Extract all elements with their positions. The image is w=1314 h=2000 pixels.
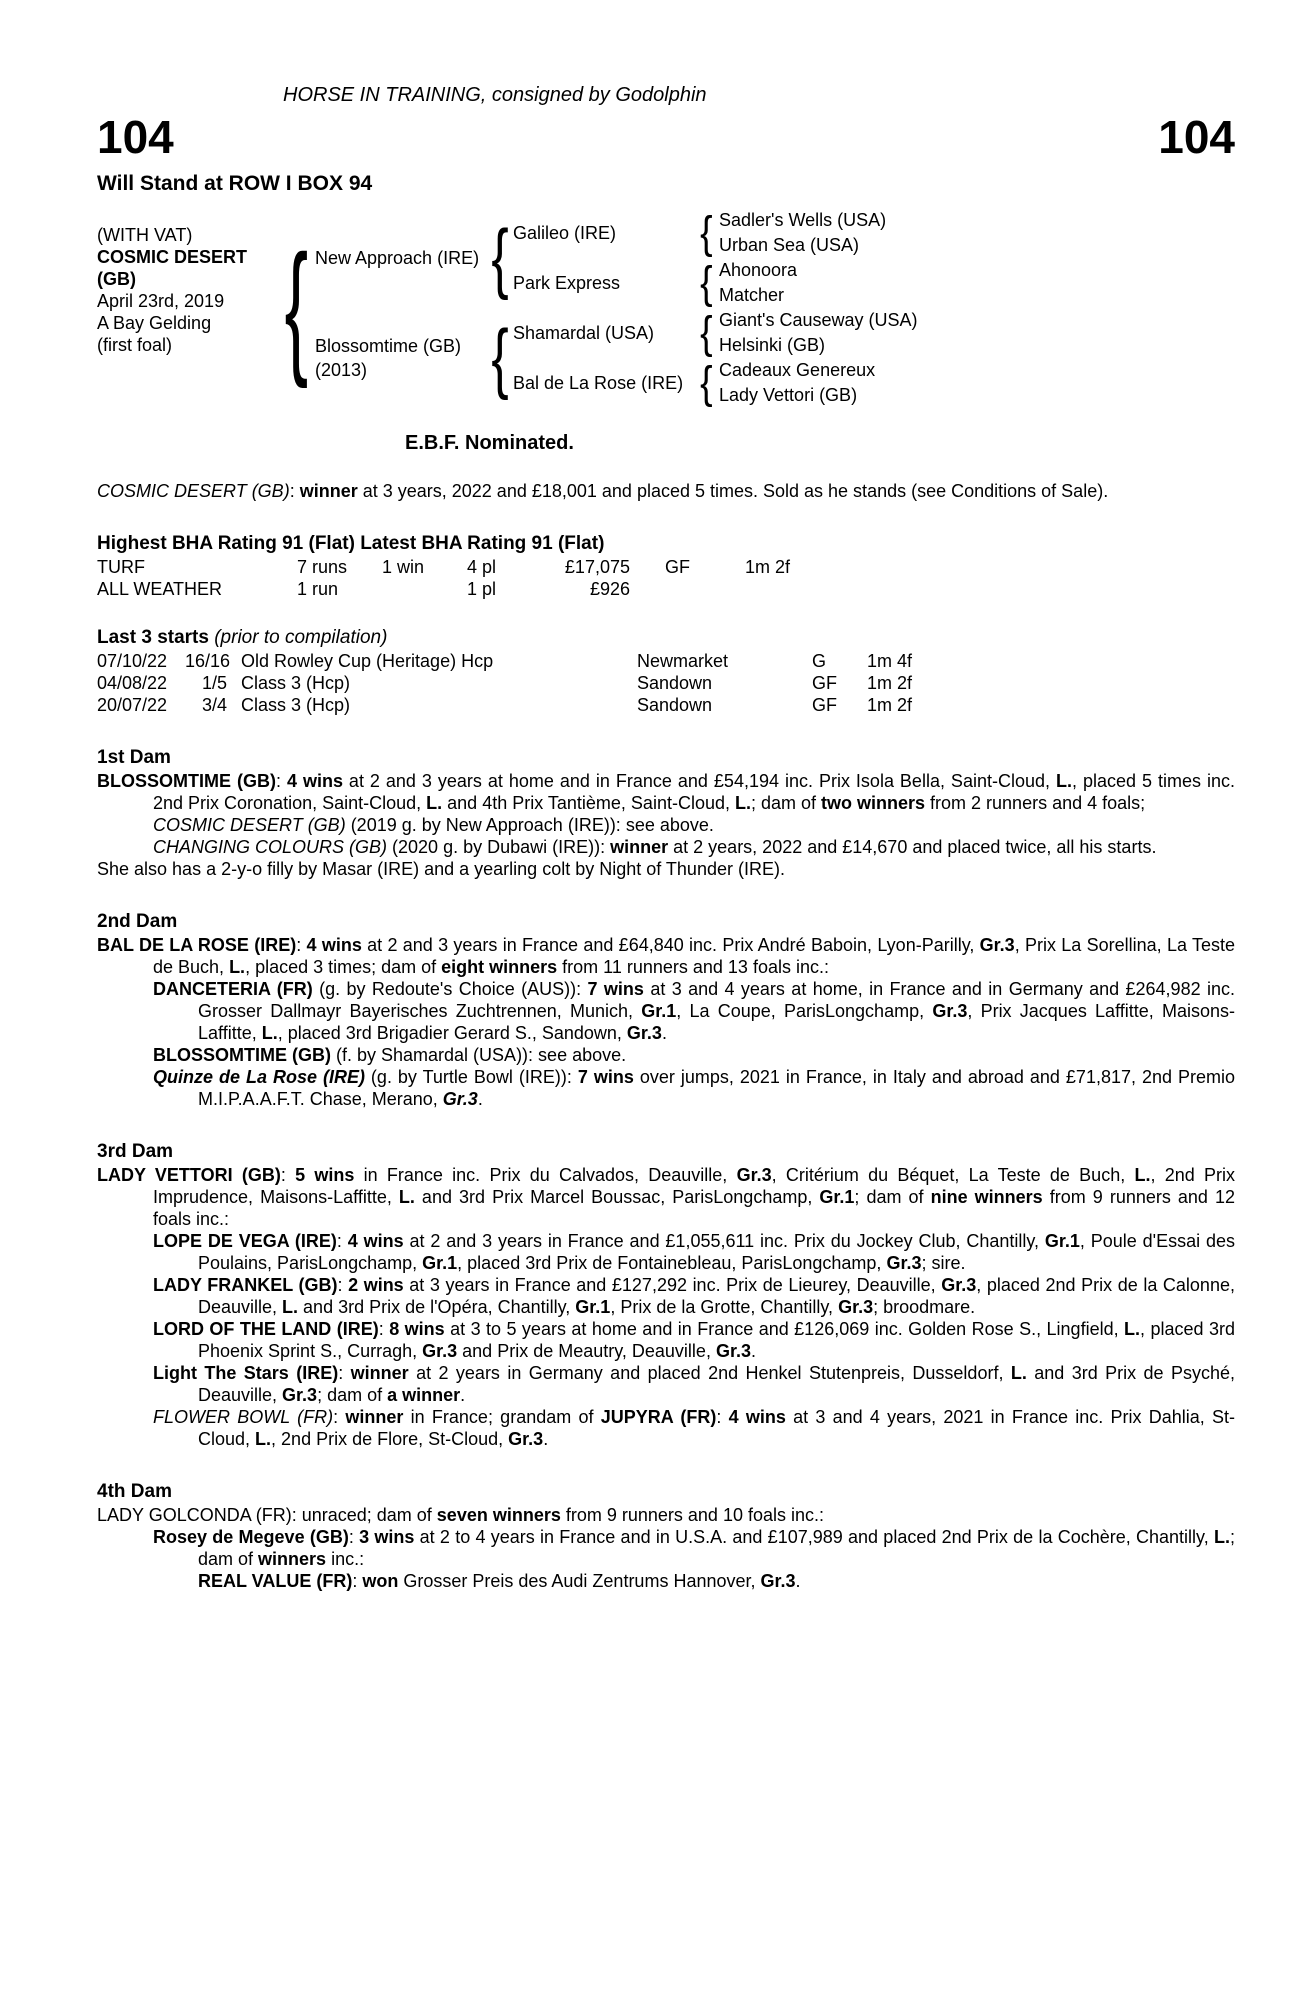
pedigree-sire: New Approach (IRE)	[315, 248, 480, 268]
text-segment: (g. by Redoute's Choice (AUS)):	[312, 979, 588, 999]
text-segment: LADY FRANKEL (GB)	[153, 1275, 338, 1295]
text-segment: , La Coupe, ParisLongchamp,	[676, 1001, 933, 1021]
text-segment: :	[352, 1571, 363, 1591]
start-race: Class 3 (Hcp)	[241, 673, 351, 693]
text-segment: :	[275, 771, 287, 791]
text-segment: seven winners	[436, 1505, 561, 1525]
pedigree-brace-gen2-2: {	[699, 307, 713, 358]
start-distance: 1m 2f	[867, 673, 913, 693]
ratings-places: 4 pl	[467, 557, 497, 577]
start-position: 16/16	[185, 651, 231, 671]
text-segment: winner	[610, 837, 669, 857]
ratings-surface: ALL WEATHER	[97, 579, 223, 599]
ebf-nominated-line: E.B.F. Nominated.	[405, 432, 574, 454]
text-segment: Grosser Preis des Audi Zentrums Hannover,	[398, 1571, 761, 1591]
text-segment: :	[337, 1275, 349, 1295]
text-segment: nine winners	[930, 1187, 1043, 1207]
text-segment: .	[477, 1089, 483, 1109]
text-segment: L.	[398, 1187, 415, 1207]
start-row	[97, 694, 1235, 716]
ratings-going	[665, 578, 745, 600]
start-course: Sandown	[637, 695, 713, 715]
text-segment: ; sire.	[921, 1253, 966, 1273]
pedigree-sire-sire: Galileo (IRE)	[513, 223, 617, 243]
text-segment: Gr.3	[422, 1341, 458, 1361]
text-segment: April 23rd, 2019	[97, 291, 225, 311]
last-starts-title	[97, 626, 1235, 650]
text-segment: BAL DE LA ROSE (IRE)	[97, 935, 297, 955]
text-segment: :	[716, 1407, 729, 1427]
pedigree-ancestor-6: Cadeaux Genereux	[719, 360, 876, 380]
pedigree-ancestor-0: Sadler's Wells (USA)	[719, 210, 887, 230]
text-segment: , placed 5 times inc. 2nd Prix Coronation, Saint-Cloud,	[153, 771, 1235, 813]
text-segment: BLOSSOMTIME (GB)	[97, 771, 276, 791]
dam-heading: 4th Dam	[97, 1481, 172, 1502]
dam-paragraph	[97, 1274, 1235, 1318]
pedigree-dam-sire: Shamardal (USA)	[513, 323, 655, 343]
start-date: 07/10/22	[97, 651, 168, 671]
lot-number-right: 104	[1158, 111, 1235, 163]
text-segment: 4 wins	[306, 935, 362, 955]
text-segment: L.	[734, 793, 751, 813]
text-segment: Gr.3	[282, 1385, 318, 1405]
text-segment: at 2 and 3 years at home and in France and £54,194 inc. Prix Isola Bella, Saint-Cloud,	[342, 771, 1056, 791]
text-segment: inc.:	[326, 1549, 365, 1569]
text-segment: (2020 g. by Dubawi (IRE)):	[387, 837, 611, 857]
text-segment: :	[333, 1407, 346, 1427]
text-segment: ; dam of	[317, 1385, 388, 1405]
text-segment: , 2nd Prix de Flore, St-Cloud,	[271, 1429, 509, 1449]
text-segment: eight winners	[441, 957, 558, 977]
text-segment: Gr.3	[886, 1253, 922, 1273]
ratings-runs: 7 runs	[297, 557, 348, 577]
ratings-earnings: £926	[589, 579, 630, 599]
dam-paragraph	[97, 1066, 1235, 1110]
text-segment: , placed 2nd Prix de la Calonne, Deauville,	[198, 1275, 1235, 1317]
text-segment: 2 wins	[348, 1275, 404, 1295]
text-segment: at 3 years, 2022 and £18,001 and placed 5 times. Sold as he stands (see Conditions of Sale).	[357, 481, 1109, 501]
dam-heading: 1st Dam	[97, 747, 171, 768]
last-starts-section	[97, 626, 1235, 716]
text-segment: , Prix Jacques Laffitte, Maisons-Laffitte,	[198, 1001, 1235, 1043]
pedigree-dam-name: Blossomtime (GB)	[315, 336, 462, 356]
text-segment: at 2 to 4 years in France and in U.S.A. and £107,989 and placed 2nd Prix de la Cochère, Chantilly,	[414, 1527, 1214, 1547]
text-segment: Gr.1	[1044, 1231, 1080, 1251]
text-segment: 7 wins	[587, 979, 644, 999]
text-segment: , Prix de la Grotte, Chantilly,	[610, 1297, 839, 1317]
dam-paragraph	[97, 1362, 1235, 1406]
pedigree-ancestor-5: Helsinki (GB)	[719, 335, 826, 355]
text-segment: Gr.1	[422, 1253, 458, 1273]
stand-location: Will Stand at ROW I BOX 94	[97, 172, 373, 195]
text-segment: Gr.1	[819, 1187, 855, 1207]
pedigree-horse-info	[97, 208, 277, 408]
text-segment: :	[296, 935, 307, 955]
text-segment: (GB)	[97, 269, 136, 289]
start-distance: 1m 4f	[867, 651, 913, 671]
start-race: Old Rowley Cup (Heritage) Hcp	[241, 651, 494, 671]
text-segment: from 9 runners and 12 foals inc.:	[153, 1187, 1235, 1229]
text-segment: L.	[426, 793, 443, 813]
dam-paragraph	[97, 1504, 1235, 1526]
dam-heading: 2nd Dam	[97, 911, 178, 932]
text-segment: .	[543, 1429, 549, 1449]
text-segment: LOPE DE VEGA (IRE)	[153, 1231, 337, 1251]
dam-paragraph	[97, 1164, 1235, 1230]
text-segment: L.	[1213, 1527, 1230, 1547]
text-segment: winner	[350, 1363, 409, 1383]
pedigree-ancestor-2: Ahonoora	[719, 260, 798, 280]
dam-paragraph	[97, 1230, 1235, 1274]
text-segment: 7 wins	[577, 1067, 634, 1087]
text-segment: DANCETERIA (FR)	[153, 979, 313, 999]
text-segment: .	[661, 1023, 667, 1043]
dam-paragraph	[97, 1044, 1235, 1066]
text-segment: (WITH VAT)	[97, 225, 193, 245]
text-segment: (f. by Shamardal (USA)): see above.	[331, 1045, 627, 1065]
text-segment: 4 wins	[728, 1407, 786, 1427]
text-segment: CHANGING COLOURS (GB)	[153, 837, 388, 857]
text-segment: from 2 runners and 4 foals;	[925, 793, 1146, 813]
text-segment: :	[289, 481, 300, 501]
text-segment: :	[378, 1319, 390, 1339]
consignment-header: HORSE IN TRAINING, consigned by Godolphin	[283, 84, 707, 106]
ratings-row-all-weather	[97, 578, 1235, 600]
text-segment: COSMIC DESERT (GB)	[97, 481, 290, 501]
text-segment: (first foal)	[97, 335, 173, 355]
last-starts-title-main: Last 3 starts	[97, 627, 209, 648]
ratings-runs: 1 run	[297, 579, 339, 599]
text-segment: L.	[1055, 771, 1072, 791]
pedigree-ancestor-4: Giant's Causeway (USA)	[719, 310, 918, 330]
text-segment: and 4th Prix Tantième, Saint-Cloud,	[442, 793, 735, 813]
ratings-places: 1 pl	[467, 579, 497, 599]
text-segment: and Prix de Meautry, Deauville,	[457, 1341, 716, 1361]
start-position: 3/4	[201, 695, 227, 715]
dam-section-1	[97, 746, 1235, 880]
text-segment: Gr.3	[979, 935, 1015, 955]
text-segment: Gr.3	[760, 1571, 796, 1591]
dam-paragraph	[97, 978, 1235, 1044]
text-segment: ; broodmare.	[873, 1297, 976, 1317]
text-segment: L.	[282, 1297, 299, 1317]
dam-paragraph	[97, 858, 1235, 880]
start-going: GF	[812, 673, 837, 693]
text-segment: Gr.3	[442, 1089, 478, 1109]
text-segment: two winners	[821, 793, 926, 813]
bha-ratings-section	[97, 532, 1235, 600]
text-segment: , placed 3rd Prix de Fontainebleau, ParisLongchamp,	[457, 1253, 887, 1273]
text-segment: COSMIC DESERT	[97, 247, 248, 267]
text-segment: L.	[1124, 1319, 1141, 1339]
pedigree-ancestor-1: Urban Sea (USA)	[719, 235, 860, 255]
ratings-earnings: £17,075	[564, 557, 630, 577]
horse-description	[97, 480, 1235, 502]
text-segment: winner	[345, 1407, 404, 1427]
text-segment: ; dam of	[750, 793, 822, 813]
pedigree-dam	[315, 308, 487, 408]
pedigree-brace-gen2-0: {	[699, 207, 713, 258]
text-segment: L.	[1134, 1165, 1151, 1185]
text-segment: Quinze de La Rose (IRE)	[153, 1067, 365, 1087]
ratings-row-turf	[97, 556, 1235, 578]
text-segment: from 9 runners and 10 foals inc.:	[560, 1505, 824, 1525]
start-date: 20/07/22	[97, 695, 168, 715]
lot-number-left: 104	[97, 111, 174, 163]
ratings-wins: 1 win	[382, 557, 425, 577]
dam-paragraph	[97, 814, 1235, 836]
start-row	[97, 672, 1235, 694]
text-segment: REAL VALUE (FR)	[198, 1571, 353, 1591]
text-segment: A Bay Gelding	[97, 313, 212, 333]
start-going: G	[812, 651, 827, 671]
text-segment: FLOWER BOWL (FR)	[153, 1407, 334, 1427]
start-going: GF	[812, 695, 837, 715]
text-segment: LADY VETTORI (GB)	[97, 1165, 281, 1185]
text-segment: won	[362, 1571, 399, 1591]
text-segment: Gr.3	[941, 1275, 977, 1295]
text-segment: at 3 years in France and £127,292 inc. Prix de Lieurey, Deauville,	[403, 1275, 942, 1295]
pedigree-ancestor-3: Matcher	[719, 285, 785, 305]
text-segment: Gr.3	[736, 1165, 772, 1185]
text-segment: 4 wins	[347, 1231, 404, 1251]
text-segment: 8 wins	[389, 1319, 445, 1339]
text-segment: at 2 years, 2022 and £14,670 and placed twice, all his starts.	[668, 837, 1157, 857]
text-segment: 5 wins	[295, 1165, 355, 1185]
text-segment: Gr.1	[575, 1297, 611, 1317]
start-date: 04/08/22	[97, 673, 168, 693]
text-segment: at 2 and 3 years in France and £64,840 inc. Prix André Baboin, Lyon-Parilly,	[361, 935, 980, 955]
text-segment: Light The Stars (IRE)	[153, 1363, 339, 1383]
text-segment: at 2 and 3 years in France and £1,055,611 inc. Prix du Jockey Club, Chantilly,	[403, 1231, 1045, 1251]
text-segment: and 3rd Prix de l'Opéra, Chantilly,	[298, 1297, 576, 1317]
text-segment: winner	[299, 481, 358, 501]
text-segment: :	[338, 1363, 351, 1383]
text-segment: L.	[1010, 1363, 1027, 1383]
text-segment: , Critérium du Béquet, La Teste de Buch,	[771, 1165, 1135, 1185]
text-segment: , Prix La Sorellina, La Teste de Buch,	[153, 935, 1235, 977]
pedigree-dam-dam: Bal de La Rose (IRE)	[513, 373, 684, 393]
text-segment: 4 wins	[286, 771, 343, 791]
text-segment: BLOSSOMTIME (GB)	[153, 1045, 331, 1065]
text-segment: a winner	[387, 1385, 461, 1405]
pedigree-sire-dam: Park Express	[513, 273, 621, 293]
pedigree-brace-dam: {	[491, 314, 509, 402]
bha-ratings-header: Highest BHA Rating 91 (Flat) Latest BHA Rating 91 (Flat)	[97, 533, 605, 554]
start-position: 1/5	[201, 673, 227, 693]
text-segment: Gr.3	[715, 1341, 751, 1361]
ratings-surface: TURF	[97, 557, 145, 577]
text-segment: and 3rd Prix Marcel Boussac, ParisLongchamp,	[414, 1187, 820, 1207]
text-segment: in France; grandam of	[403, 1407, 601, 1427]
text-segment: over jumps, 2021 in France, in Italy and abroad and £71,817, 2nd Premio M.I.P.A.A.F.T. Chase, Merano,	[198, 1067, 1235, 1109]
text-segment: She also has a 2-y-o filly by Masar (IRE) and a yearling colt by Night of Thunder (IRE).	[97, 859, 785, 879]
text-segment: at 3 to 5 years at home and in France and £126,069 inc. Golden Rose S., Lingfield,	[444, 1319, 1125, 1339]
pedigree-brace-main: {	[284, 225, 308, 390]
pedigree-brace-sire: {	[491, 214, 509, 302]
text-segment: at 3 and 4 years at home, in France and in Germany and £264,982 inc. Grosser Dallmayr Bayerisches Zuchtrennen, Munich,	[198, 979, 1235, 1021]
dam-paragraph	[97, 934, 1235, 978]
text-segment: .	[750, 1341, 756, 1361]
text-segment: :	[348, 1527, 360, 1547]
start-course: Sandown	[637, 673, 713, 693]
text-segment: Rosey de Megeve (GB)	[153, 1527, 349, 1547]
pedigree-brace-gen2-3: {	[699, 357, 713, 408]
text-segment: at 2 years in Germany and placed 2nd Henkel Stutenpreis, Dusseldorf,	[408, 1363, 1011, 1383]
dam-section-2	[97, 910, 1235, 1110]
text-segment: Gr.1	[641, 1001, 677, 1021]
text-segment: , placed 3 times; dam of	[245, 957, 442, 977]
ratings-wins	[382, 578, 467, 600]
pedigree-brace-gen2-1: {	[699, 257, 713, 308]
text-segment: .	[795, 1571, 801, 1591]
dam-paragraph	[97, 836, 1235, 858]
text-segment: , placed 3rd Brigadier Gerard S., Sandown,	[277, 1023, 627, 1043]
text-segment: at 3 and 4 years, 2021 in France inc. Prix Dahlia, St-Cloud,	[198, 1407, 1235, 1449]
text-segment: Gr.3	[838, 1297, 874, 1317]
start-row	[97, 650, 1235, 672]
text-segment: 3 wins	[359, 1527, 415, 1547]
dam-paragraph	[97, 1570, 1235, 1592]
text-segment: L.	[261, 1023, 278, 1043]
text-segment: L.	[229, 957, 246, 977]
text-segment: , Poule d'Essai des Poulains, ParisLongchamp,	[198, 1231, 1235, 1273]
text-segment: L.	[255, 1429, 272, 1449]
start-race: Class 3 (Hcp)	[241, 695, 351, 715]
text-segment: from 11 runners and 13 foals inc.:	[557, 957, 829, 977]
start-distance: 1m 2f	[867, 695, 913, 715]
ratings-distance: 1m 2f	[745, 557, 791, 577]
lot-number-row	[97, 111, 1235, 163]
text-segment: , placed 3rd Phoenix Sprint S., Curragh,	[198, 1319, 1235, 1361]
dam-paragraph	[97, 1318, 1235, 1362]
text-segment: , 2nd Prix Imprudence, Maisons-Laffitte,	[153, 1165, 1235, 1207]
text-segment: Gr.3	[932, 1001, 968, 1021]
dam-section-3	[97, 1140, 1235, 1450]
text-segment: Gr.3	[508, 1429, 544, 1449]
text-segment: ; dam of	[198, 1527, 1235, 1569]
dam-heading: 3rd Dam	[97, 1141, 174, 1162]
dam-section-4	[97, 1480, 1235, 1592]
last-starts-title-note: (prior to compilation)	[208, 627, 388, 648]
pedigree-table	[97, 208, 1235, 408]
text-segment: :	[336, 1231, 348, 1251]
text-segment: LADY GOLCONDA (FR): unraced; dam of	[97, 1505, 437, 1525]
dam-paragraph	[97, 1406, 1235, 1450]
text-segment: :	[280, 1165, 296, 1185]
ratings-going: GF	[665, 557, 690, 577]
text-segment: winners	[258, 1549, 327, 1569]
dam-paragraph	[97, 770, 1235, 814]
text-segment: .	[460, 1385, 466, 1405]
text-segment: COSMIC DESERT (GB)	[153, 815, 346, 835]
start-course: Newmarket	[637, 651, 729, 671]
text-segment: and 3rd Prix de Psyché, Deauville,	[198, 1363, 1235, 1405]
text-segment: (2019 g. by New Approach (IRE)): see above.	[345, 815, 714, 835]
text-segment: LORD OF THE LAND (IRE)	[153, 1319, 379, 1339]
text-segment: (g. by Turtle Bowl (IRE)):	[364, 1067, 578, 1087]
pedigree-dam-year: (2013)	[315, 360, 368, 380]
dam-paragraph	[97, 1526, 1235, 1570]
text-segment: in France inc. Prix du Calvados, Deauville,	[354, 1165, 737, 1185]
text-segment: ; dam of	[854, 1187, 931, 1207]
text-segment: Gr.3	[626, 1023, 662, 1043]
text-segment: JUPYRA (FR)	[600, 1407, 717, 1427]
pedigree-ancestor-7: Lady Vettori (GB)	[719, 385, 858, 405]
